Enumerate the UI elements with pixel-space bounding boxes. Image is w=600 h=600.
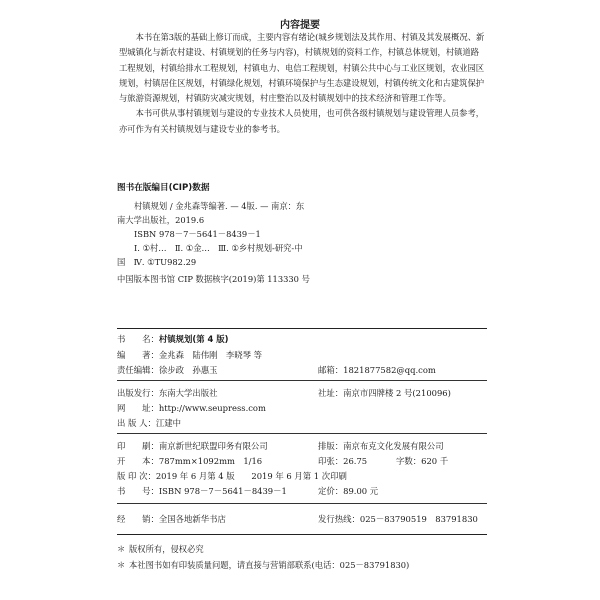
typesetter-row [318,441,444,452]
address-row [318,388,451,399]
cip-line: 村镇规划 / 金兆森等编著. — 4版. — 南京：东 [134,201,305,211]
star-icon: ＊ [117,544,126,554]
publisher-label: 出版发行： [117,388,159,398]
format: 787mm×1092mm 1/16 [158,456,263,466]
issuer-row [117,418,181,429]
price-row [318,486,378,497]
cip-block [117,181,417,286]
cip-record: 中国版本图书馆 CIP 数据核字(2019)第 113330 号 [117,274,310,284]
editor: 徐步政 孙惠玉 [158,365,218,375]
printer-label: 印 刷： [117,441,159,451]
typesetter-label: 排版： [318,441,344,451]
format-label: 开 本： [117,456,159,466]
editor-row [117,365,218,376]
address-label: 社址： [318,388,344,398]
printer-row [117,441,268,452]
sheets-row [318,456,367,467]
editor-label: 责任编辑： [117,365,159,375]
divider [117,433,487,434]
format-row [117,456,262,467]
cip-isbn: ISBN 978－7－5641－8439－1 [134,229,261,239]
divider [117,328,487,329]
typesetter: 南京布克文化发展有限公司 [343,441,444,451]
abstract-body [119,30,487,137]
words-label: 字数： [396,456,422,466]
book-title-label: 书 名： [117,334,159,344]
cip-heading: 图书在版编目(CIP)数据 [117,183,210,193]
price-label: 定价： [318,486,344,496]
issuer-label: 出 版 人： [117,418,156,428]
isbn: ISBN 978－7－5641－8439－1 [158,486,287,496]
divider [117,503,487,504]
publisher: 东南大学出版社 [158,388,218,398]
edition-row [117,471,347,482]
website-label: 网 址： [117,403,159,413]
book-title: 村镇规划(第 4 版) [158,334,229,344]
divider [117,534,487,535]
hotline: 025－83790519 83791830 [359,514,478,524]
website: http://www.seupress.com [158,403,266,413]
address: 南京市四牌楼 2 号(210096) [343,388,451,398]
star-icon: ＊ [117,560,126,570]
edition: 2019 年 6 月第 4 版 2019 年 6 月第 1 次印刷 [155,471,347,481]
email: 1821877582@qq.com [343,365,436,375]
sales-row [117,514,226,525]
authors: 金兆森 陆伟刚 李晓琴 等 [158,350,263,360]
words: 620 千 [421,456,449,466]
hotline-row [318,514,478,525]
edition-label: 版 印 次： [117,471,156,481]
abstract-paragraph: 本书可供从事村镇规划与建设的专业技术人员使用，也可供各级村镇规划与建设管理人员参考，亦可作为有关村镇规划与建设专业的参考书。 [119,108,485,134]
hotline-label: 发行热线： [318,514,360,524]
email-label: 邮箱： [318,365,344,375]
publisher-row [117,388,218,399]
quality-note [117,557,409,573]
divider [117,380,487,381]
isbn-label: 书 号： [117,486,159,496]
abstract-paragraph: 本书在第3版的基础上修订而成，主要内容有绪论(城乡规划法及其作用、村镇及其发展概况、新型城镇化与新农村建设、村镇规划的任务与内容)，村镇规划的资料工作，村镇总体规划，村镇道路工程规划，村镇给排水工程规划，村镇电力、电信工程规划，村镇公共中心与工业区规划，农业园区规划，村镇居住区规划，村镇绿化规划，村镇环境保护与生态建设规划，村镇传统文化和古建筑保护与旅游资源规划，村镇防灾减灾规划，村庄整治以及村镇规划中的技术经济和管理工作等。 [119,32,485,104]
words-row [396,456,448,467]
sheets-label: 印张： [318,456,344,466]
sales: 全国各地新华书店 [158,514,226,524]
sheets: 26.75 [343,456,368,466]
cip-line: Ⅰ. ①村… Ⅱ. ①金… Ⅲ. ①乡村规划-研究-中 [134,243,303,253]
authors-label: 编 著： [117,350,159,360]
copyright-note [117,541,409,557]
issuer: 江建中 [155,418,181,428]
sales-label: 经 销： [117,514,159,524]
isbn-row [117,486,287,497]
cip-line: 南大学出版社，2019.6 [117,215,205,225]
authors-row [117,350,262,361]
quality-note-text: 本社图书如有印装质量问题，请直接与营销部联系(电话：025－83791830) [129,560,410,570]
abstract-title: 内容提要 [280,20,320,31]
website-row [117,403,266,414]
price: 89.00 元 [343,486,379,496]
book-title-row [117,334,228,345]
printer: 南京新世纪联盟印务有限公司 [158,441,268,451]
email-row [318,365,436,376]
copyright-note-text: 版权所有，侵权必究 [129,544,204,554]
cip-line: 国 Ⅳ. ①TU982.29 [117,257,197,267]
notes-block [117,541,409,573]
